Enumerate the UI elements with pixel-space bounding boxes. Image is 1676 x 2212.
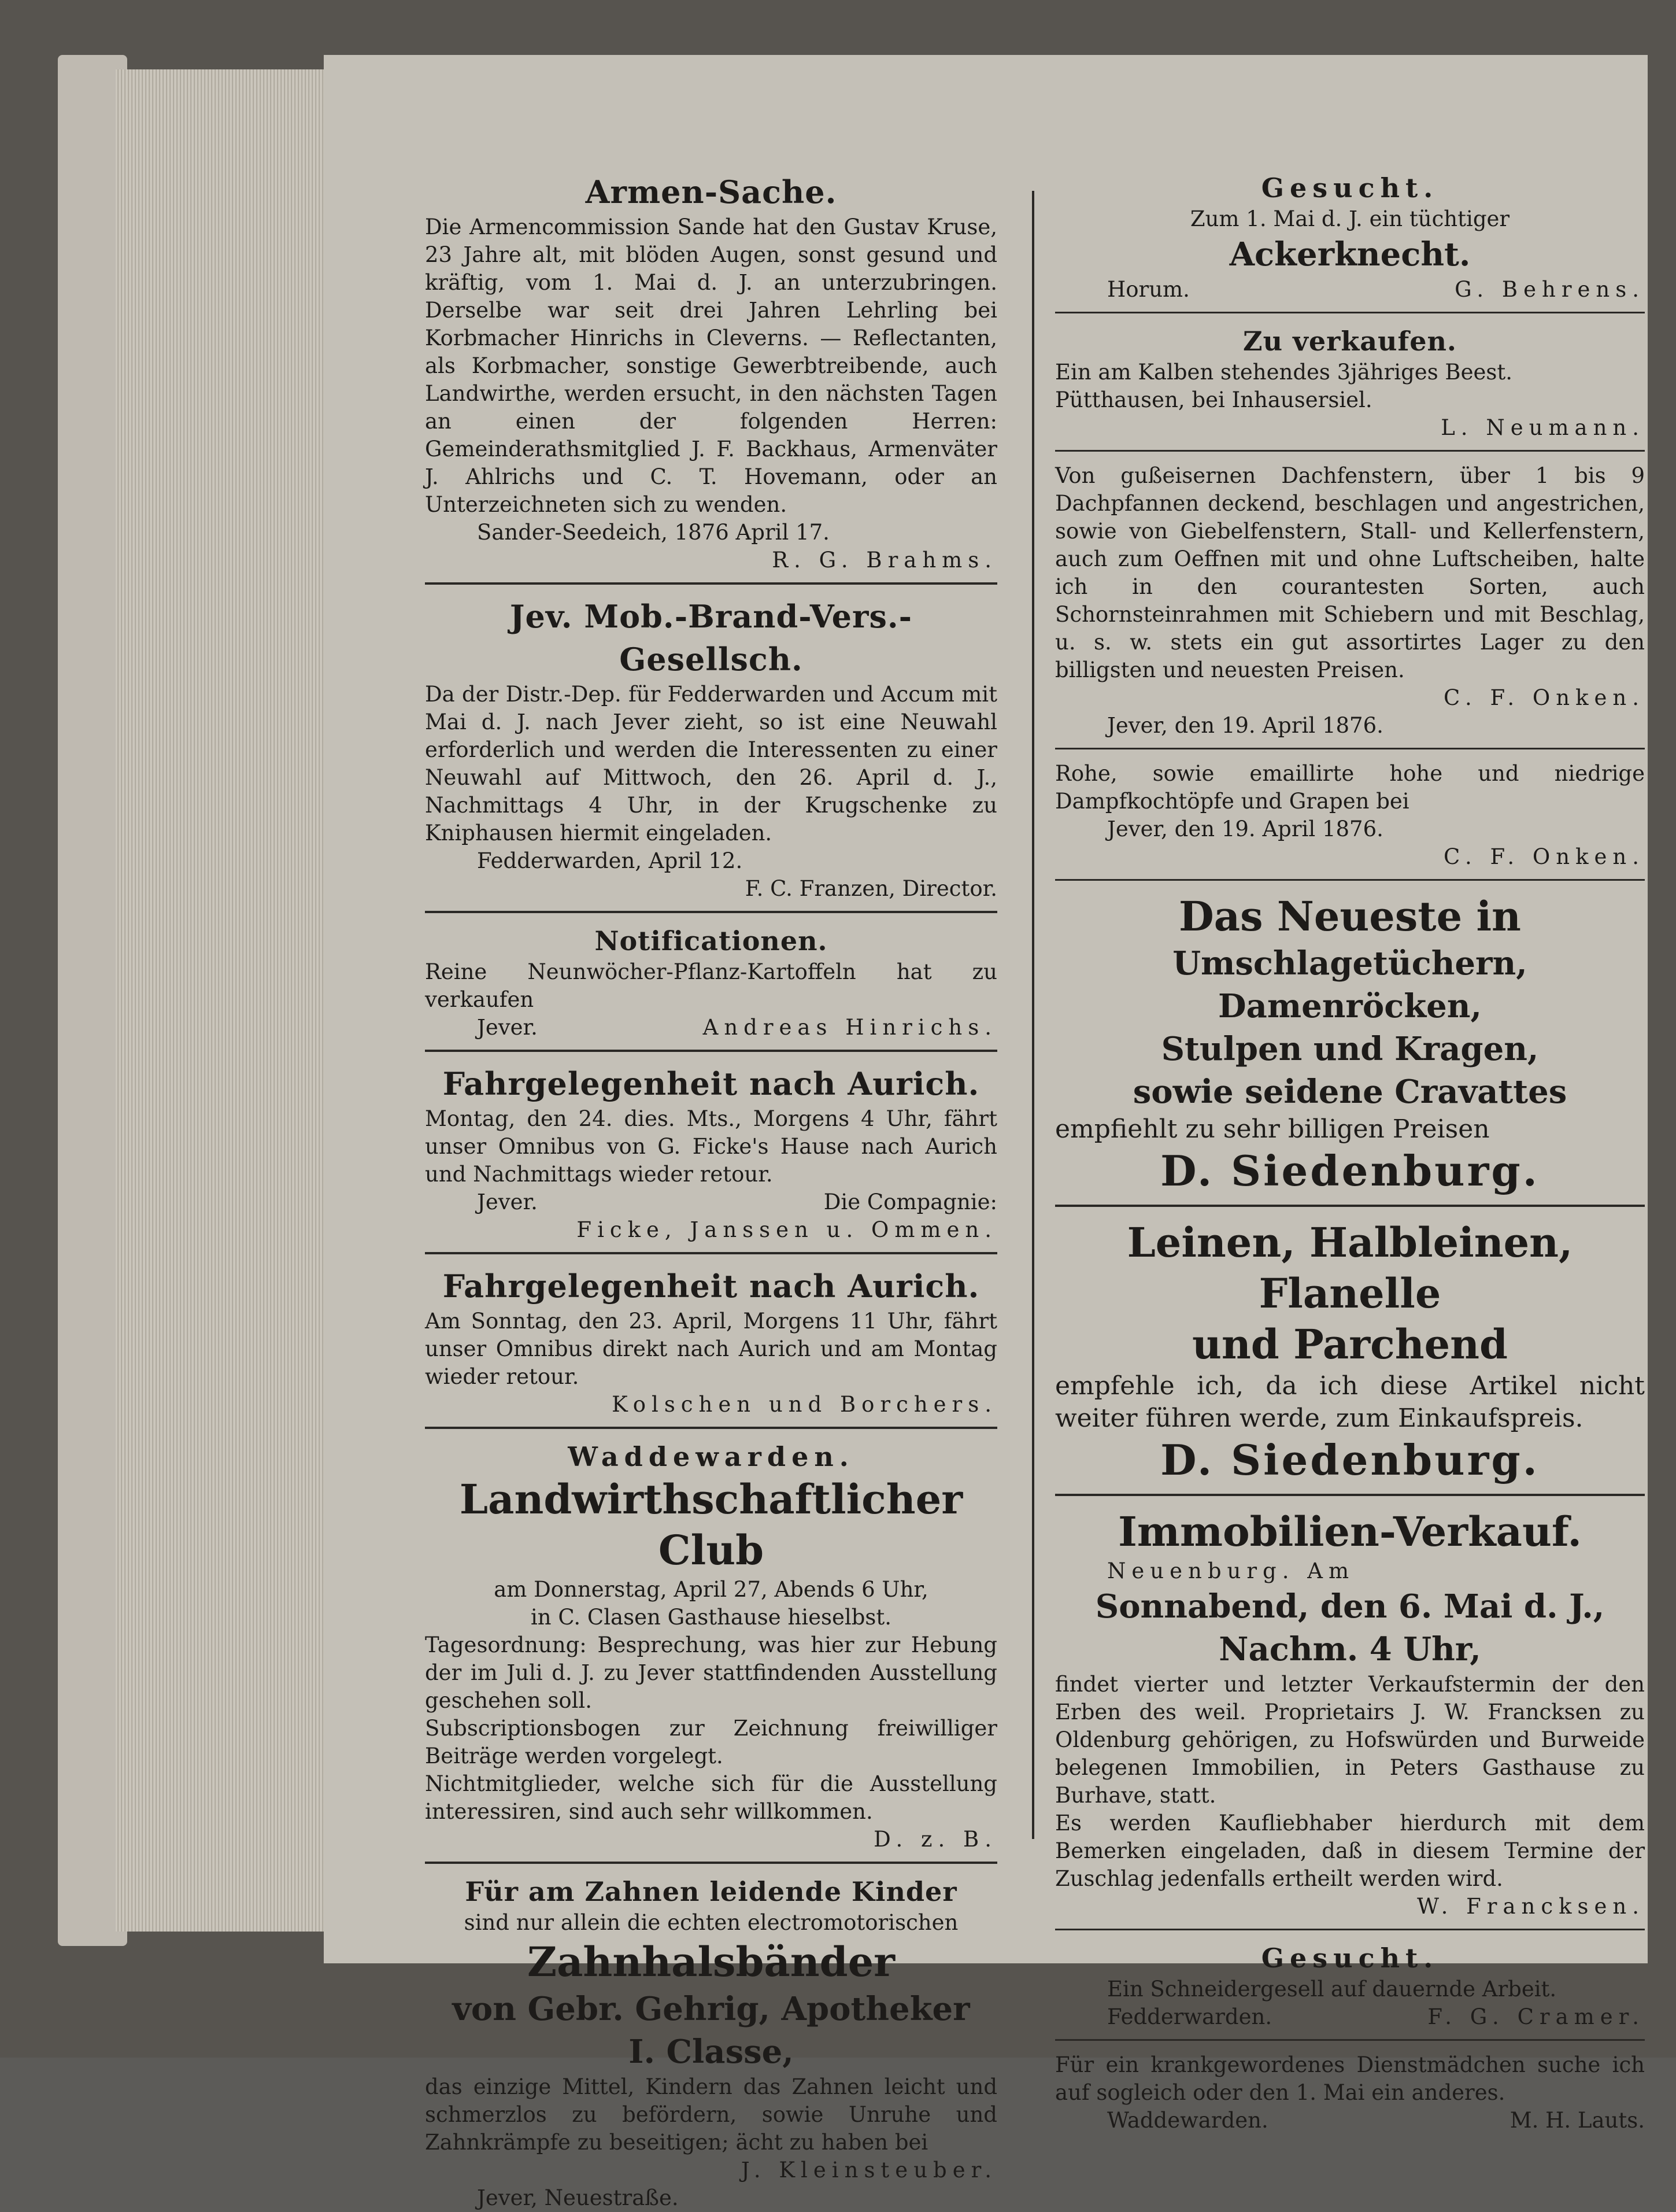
ad-text: Am Sonntag, den 23. April, Morgens 11 Uhr, fährt unser Omnibus direkt nach Aurich und am Montag wieder retour. (425, 1309, 997, 1389)
ad-club (425, 1439, 997, 1853)
ad-text: Reine Neunwöcher-Pflanz-Kartoffeln hat zu verkaufen (425, 959, 997, 1012)
ad-signature: Kolschen und Borchers. (612, 1392, 997, 1417)
ad-big-line: Zahnhalsbänder (527, 1938, 896, 1986)
ad-signature: W. Francksen. (1417, 1894, 1645, 1919)
ad-armen (425, 171, 997, 574)
ad-neueste (1055, 891, 1645, 1197)
ad-place: Jever. (477, 1190, 538, 1214)
ad-signature: D. Siedenburg. (1160, 1435, 1540, 1484)
ad-footer (1055, 2107, 1645, 2135)
ad-text: Montag, den 24. dies. Mts., Morgens 4 Uhr, fährt unser Omnibus von G. Ficke's Hause nach Aurich und Nachmittags wieder retour. (425, 1106, 997, 1187)
ad-text: Die Armencommission Sande hat den Gustav Kruse, 23 Jahre alt, mit blöden Augen, sonst gesund und kräftig, vom 1. Mai d. J. an unterzubringen. Derselbe war seit drei Jahren Lehrling bei Korbmacher Hinrichs in Cleverns. — Reflectanten, als Korbmacher, sonstige Gewerbtreibende, auch Landwirthe, werden ersucht, in den nächsten Tagen an einen der folgenden Herren: Gemeinderathsmitglied J. F. Backhaus, Armenväter J. Ahlrichs und C. T. Hovemann, oder an Unterzeichneten sich zu wenden. (425, 215, 997, 517)
ad-place-date: Sander-Seedeich, 1876 April 17. (477, 520, 830, 545)
ad-place: Waddewarden. (1107, 2108, 1268, 2133)
ad-leinen (1055, 1217, 1645, 1486)
ad-footer (1055, 276, 1645, 304)
ad-signature: M. H. Lauts. (1509, 2108, 1645, 2133)
ad-place-date: Jever, den 19. April 1876. (1107, 713, 1383, 738)
ad-line: Neuenburg. Am (1107, 1559, 1355, 1583)
ad-title: Notificationen. (594, 925, 828, 957)
divider (1055, 748, 1645, 749)
ad-dach (1055, 462, 1645, 740)
ad-big-line: Nachm. 4 Uhr, (1219, 1630, 1481, 1668)
ad-title: Für am Zahnen leidende Kinder (465, 1876, 957, 1907)
ad-signature: F. C. Franzen, Director. (745, 876, 997, 901)
ad-signature: G. Behrens. (1455, 277, 1645, 302)
ad-big-line: Damenröcken, (1218, 987, 1482, 1025)
ad-signature: J. Kleinsteuber. (741, 2158, 997, 2183)
ad-title: Zu verkaufen. (1243, 326, 1457, 357)
ad-big-line: I. Classe, (628, 2033, 794, 2071)
ad-place: Fedderwarden. (1107, 2004, 1272, 2029)
left-column (425, 171, 997, 2212)
divider (425, 1427, 997, 1429)
ad-text: empfehle ich, da ich diese Artikel nicht weiter führen werde, zum Einkaufspreis. (1055, 1371, 1645, 1433)
divider (1055, 1205, 1645, 1207)
ad-big-line: Stulpen und Kragen, (1161, 1030, 1539, 1068)
ad-text: Von gußeisernen Dachfenstern, über 1 bis 9 Dachpfannen deckend, beschlagen und angestrichen, sowie von Giebelfenstern, Stall- und Kellerfenstern, auch zum Oeffnen mit und ohne Luftscheiben, halte ich in den courantesten Sorten, auch Schornsteinrahmen mit Schiebern und mit Beschlag, u. s. w. stets ein gut assortirtes Lager zu den billigsten und neuesten Preisen. (1055, 463, 1645, 682)
divider (425, 1252, 997, 1254)
ad-dienst (1055, 2051, 1645, 2135)
ad-footer (1055, 2003, 1645, 2031)
ad-big-line: Das Neueste in (1179, 892, 1521, 940)
ad-place-date: Jever, den 19. April 1876. (1107, 817, 1383, 841)
ad-place-title: Waddewarden. (568, 1441, 854, 1472)
ad-place-date: Fedderwarden, April 12. (477, 848, 743, 873)
divider (1055, 1494, 1645, 1496)
ad-verkaufen (1055, 324, 1645, 442)
ad-signature: R. G. Brahms. (772, 548, 997, 573)
ad-paragraph: Nichtmitglieder, welche sich für die Ausstellung interessiren, sind auch sehr willkommen. (425, 1771, 997, 1824)
ad-company: Die Compagnie: (823, 1190, 997, 1214)
ad-signature: Ficke, Janssen u. Ommen. (576, 1217, 997, 1242)
ad-gesucht-1 (1055, 171, 1645, 304)
ad-title: Gesucht. (1261, 172, 1439, 204)
divider (1055, 1929, 1645, 1930)
ad-text: Für ein krankgewordenes Dienstmädchen suche ich auf sogleich oder den 1. Mai ein anderes. (1055, 2052, 1645, 2105)
ad-big-line: Umschlagetüchern, (1172, 944, 1527, 983)
divider (1055, 312, 1645, 313)
ad-title: Fahrgelegenheit nach Aurich. (442, 1268, 980, 1305)
ad-big-line: von Gebr. Gehrig, Apotheker (452, 1990, 970, 2028)
ad-signature: D. Siedenburg. (1160, 1146, 1540, 1195)
ad-place: Jever. (477, 1015, 538, 1040)
ad-big-line: Leinen, Halbleinen, Flanelle (1127, 1218, 1573, 1317)
ad-topf (1055, 760, 1645, 871)
ad-footer (425, 1188, 997, 1216)
ad-zahn (425, 1874, 997, 2212)
divider (1055, 450, 1645, 452)
ad-place: Horum. (1107, 277, 1190, 302)
ad-line: am Donnerstag, April 27, Abends 6 Uhr, (494, 1577, 928, 1602)
ad-notif (425, 924, 997, 1042)
ad-paragraph: findet vierter und letzter Verkaufstermin der den Erben des weil. Proprietairs J. W. Francksen zu Oldenburg gehörigen, zu Hofswürden und Burweide belegenen Immobilien, in Peters Gasthause zu Burhave, statt. (1055, 1672, 1645, 1808)
divider (425, 582, 997, 585)
ad-signature: Andreas Hinrichs. (702, 1015, 997, 1040)
ad-gesucht-2 (1055, 1941, 1645, 2031)
ad-line: empfiehlt zu sehr billigen Preisen (1055, 1114, 1490, 1144)
ad-title: Fahrgelegenheit nach Aurich. (442, 1065, 980, 1102)
ad-title: Armen-Sache. (585, 173, 837, 211)
divider (1055, 879, 1645, 881)
ad-signature: F. G. Cramer. (1427, 2004, 1645, 2029)
ad-footer (425, 1014, 997, 1042)
ad-title: Immobilien-Verkauf. (1118, 1508, 1582, 1556)
page-edges (116, 69, 330, 1932)
ad-big-line: Ackerknecht. (1229, 235, 1471, 274)
ad-paragraph: Tagesordnung: Besprechung, was hier zur Hebung der im Juli d. J. zu Jever stattfindenden Ausstellung geschehen soll. (425, 1633, 997, 1713)
ad-text: Da der Distr.-Dep. für Fedderwarden und Accum mit Mai d. J. nach Jever zieht, so ist eine Neuwahl erforderlich und werden die Interessenten zu einer Neuwahl auf Mittwoch, den 26. April d. J., Nachmittags 4 Uhr, in der Krugschenke zu Kniphausen hiermit eingeladen. (425, 682, 997, 845)
ad-fahr1 (425, 1062, 997, 1244)
ad-line: in C. Clasen Gasthause hieselbst. (530, 1605, 892, 1630)
ad-text: das einzige Mittel, Kindern das Zahnen leicht und schmerzlos zu befördern, sowie Unruhe und Zahnkrämpfe zu beseitigen; ächt zu haben bei (425, 2074, 997, 2155)
ad-big-line: sowie seidene Cravattes (1133, 1073, 1567, 1111)
divider (425, 911, 997, 913)
ad-signature: C. F. Onken. (1443, 844, 1645, 869)
ad-title: Jev. Mob.-Brand-Vers.-Gesellsch. (509, 598, 913, 678)
ad-big-line: und Parchend (1192, 1320, 1508, 1368)
ad-text: Rohe, sowie emaillirte hohe und niedrige Dampfkochtöpfe und Grapen bei (1055, 761, 1645, 814)
divider (425, 1050, 997, 1052)
ad-immobilien (1055, 1506, 1645, 1921)
ad-signature: C. F. Onken. (1443, 685, 1645, 710)
ad-subtitle: sind nur allein die echten electromotorischen (464, 1910, 959, 1935)
ad-paragraph: Subscriptionsbogen zur Zeichnung freiwilliger Beiträge werden vorgelegt. (425, 1716, 997, 1768)
ad-paragraph: Es werden Kaufliebhaber hierdurch mit dem Bemerken eingeladen, daß in diesem Termine der Zuschlag jedenfalls ertheilt werden wird. (1055, 1811, 1645, 1891)
ad-fahr2 (425, 1265, 997, 1419)
ad-place: Jever, Neuestraße. (477, 2185, 679, 2210)
ad-big-line: Sonnabend, den 6. Mai d. J., (1095, 1587, 1605, 1626)
ad-line: Ein am Kalben stehendes 3jähriges Beest. (1055, 360, 1513, 385)
ad-title: Gesucht. (1261, 1943, 1439, 1974)
ad-title: Landwirthschaftlicher Club (459, 1475, 963, 1574)
ad-signature: L. Neumann. (1441, 415, 1645, 440)
ad-signature: D. z. B. (874, 1827, 997, 1852)
ad-line: Ein Schneidergesell auf dauernde Arbeit. (1107, 1977, 1557, 2001)
divider (425, 1862, 997, 1864)
right-column (1032, 171, 1645, 2135)
divider (1055, 2039, 1645, 2041)
ad-line: Zum 1. Mai d. J. ein tüchtiger (1190, 206, 1510, 231)
ad-brand (425, 595, 997, 903)
ad-line: Pütthausen, bei Inhausersiel. (1055, 387, 1372, 412)
newspaper-page (324, 55, 1648, 2210)
